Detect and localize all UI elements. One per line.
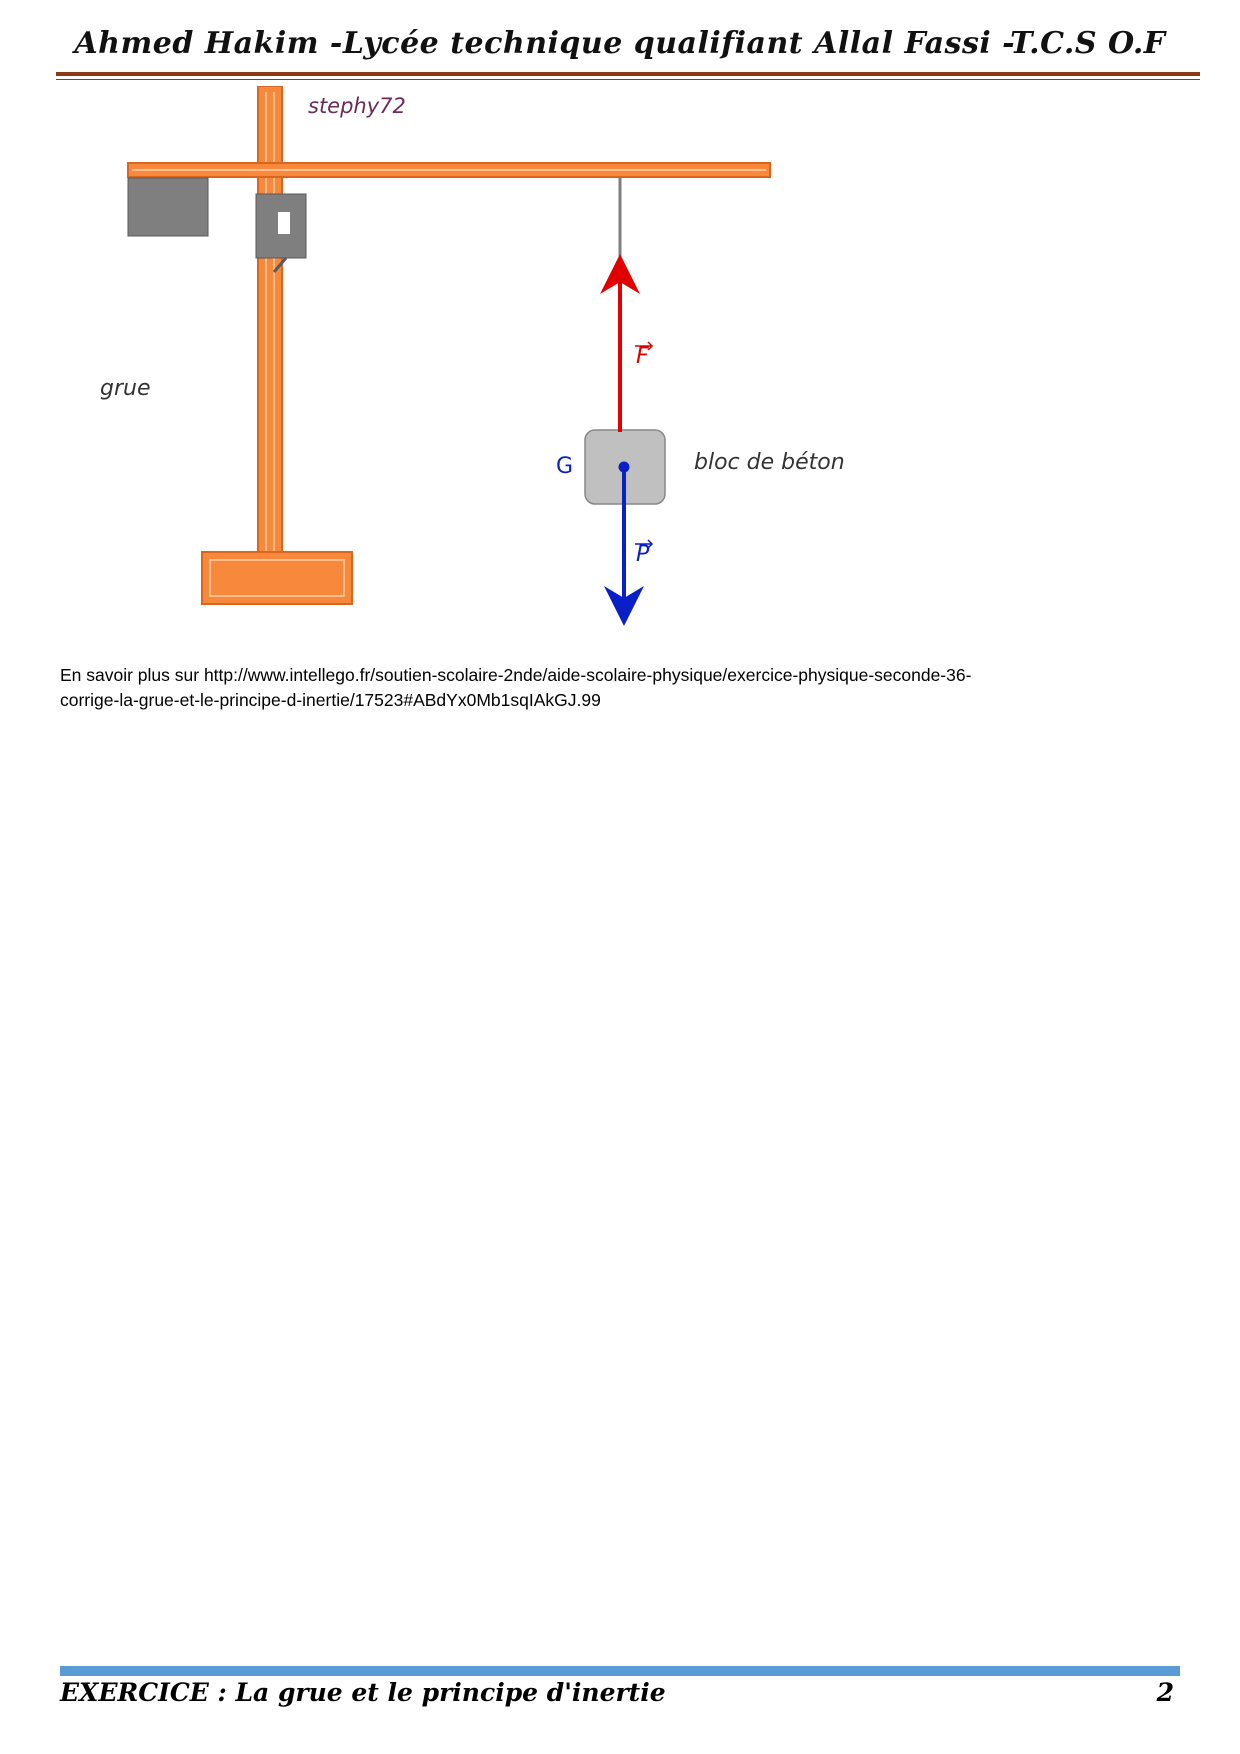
block-label: bloc de béton [694, 450, 845, 475]
counterweight [128, 178, 208, 236]
credit-label: stephy72 [308, 94, 406, 118]
crane-label: grue [100, 376, 151, 401]
source-url-line1[interactable]: http://www.intellego.fr/soutien-scolaire-2nde/aide-scolaire-physique/exercice-physique-seconde-36- [203, 665, 972, 685]
force-label: F [636, 344, 649, 369]
footer-title: EXERCICE : La grue et le principe d'inertie [60, 1678, 666, 1707]
source-note [60, 663, 1180, 713]
center-label: G [556, 454, 574, 479]
header-rule [56, 72, 1200, 76]
crane-mast [258, 86, 282, 556]
weight-label: P [636, 542, 650, 567]
header-rule-thin [56, 79, 1200, 80]
page-number: 2 [1156, 1678, 1174, 1707]
crane-diagram [100, 86, 880, 626]
footer-bar [60, 1666, 1180, 1676]
center-of-gravity-dot [619, 462, 630, 473]
page-header-title: Ahmed Hakim -Lycée technique qualifiant Allal Fassi -T.C.S O.F [74, 26, 1166, 61]
source-note-prefix: En savoir plus sur [60, 665, 204, 685]
crane-drawing [100, 86, 880, 626]
source-url-line2[interactable]: corrige-la-grue-et-le-principe-d-inertie/17523#ABdYx0Mb1sqIAkGJ.99 [60, 690, 601, 710]
